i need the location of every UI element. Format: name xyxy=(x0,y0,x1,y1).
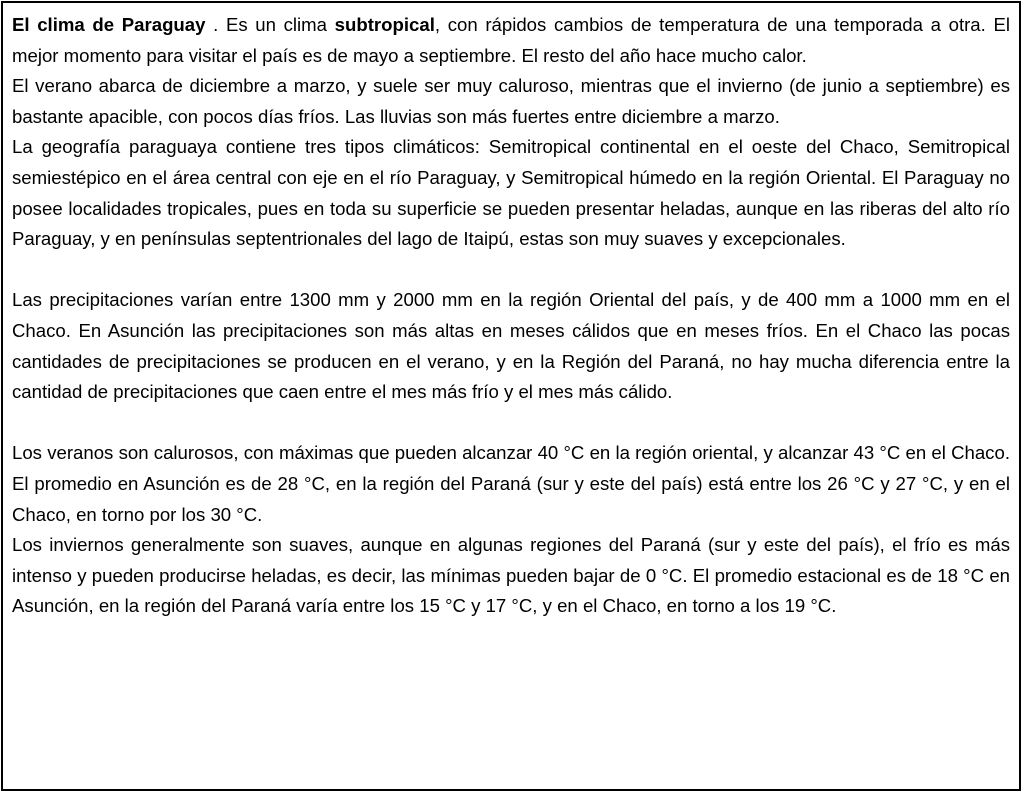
intro-separator: . Es un clima xyxy=(205,14,335,35)
paragraph-precipitation: Las precipitaciones varían entre 1300 mm y 2000 mm en la región Oriental del país, y de 400 mm a 1000 mm en el Chaco. En Asunción las precipitaciones son más altas en meses cálidos que en meses fríos. En el Chaco las pocas cantidades de precipitaciones se producen en el verano, y en la Región del Paraná, no hay mucha diferencia entre la cantidad de precipitaciones que caen entre el mes más frío y el mes más cálido. xyxy=(12,289,1010,403)
intro-rest: , con rápidos cambios de temperatura de una temporada a otra. El mejor momento para visitar el país es de mayo a septiembre. El resto del año hace mucho calor. xyxy=(12,14,1010,66)
paragraph-summers: Los veranos son calurosos, con máximas que pueden alcanzar 40 °C en la región oriental, y alcanzar 43 °C en el Chaco. El promedio en Asunción es de 28 °C, en la región del Paraná (sur y este del país) está entre los 26 °C y 27 °C, y en el Chaco, en torno por los 30 °C. xyxy=(12,442,1010,525)
blank-line xyxy=(12,255,1010,286)
document-title: El clima de Paraguay xyxy=(12,14,206,35)
paragraph-intro xyxy=(12,10,1010,71)
climate-type: subtropical xyxy=(334,14,435,35)
blank-line xyxy=(12,408,1010,439)
paragraph-winters: Los inviernos generalmente son suaves, aunque en algunas regiones del Paraná (sur y este del país), el frío es más intenso y pueden producirse heladas, es decir, las mínimas pueden bajar de 0 °C. El promedio estacional es de 18 °C en Asunción, en la región del Paraná varía entre los 15 °C y 17 °C, y en el Chaco, en torno a los 19 °C. xyxy=(12,534,1010,617)
text-frame xyxy=(1,1,1021,791)
paragraph-geography: La geografía paraguaya contiene tres tipos climáticos: Semitropical continental en el oeste del Chaco, Semitropical semiestépico en el área central con eje en el río Paraguay, y Semitropical húmedo en la región Oriental. El Paraguay no posee localidades tropicales, pues en toda su superficie se pueden presentar heladas, aunque en las riberas del alto río Paraguay, y en penínsulas septentrionales del lago de Itaipú, estas son muy suaves y excepcionales. xyxy=(12,136,1010,250)
paragraph-seasons: El verano abarca de diciembre a marzo, y suele ser muy caluroso, mientras que el invierno (de junio a septiembre) es bastante apacible, con pocos días fríos. Las lluvias son más fuertes entre diciembre a marzo. xyxy=(12,75,1010,127)
